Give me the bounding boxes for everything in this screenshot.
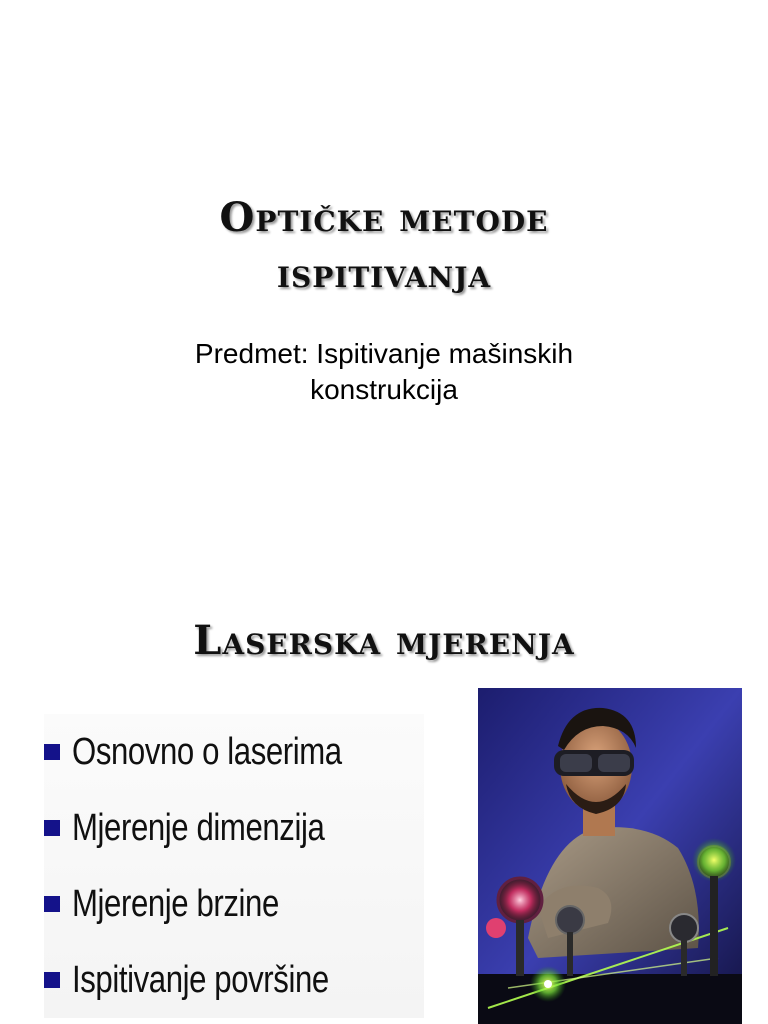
title-line-1: Optičke metode: [219, 194, 549, 241]
subtitle-line-1: Predmet: Ispitivanje mašinskih: [194, 338, 574, 369]
bullet-text: Mjerenje dimenzija: [72, 806, 325, 849]
bullet-item: [44, 714, 424, 790]
slide-1-title: [0, 190, 768, 302]
square-bullet-icon: [44, 820, 60, 836]
bullet-list: [44, 714, 424, 1018]
square-bullet-icon: [44, 972, 60, 988]
slide-2: [0, 580, 768, 1024]
slide-1-subtitle: [0, 336, 768, 408]
bullet-item: [44, 942, 424, 1018]
subtitle-line-2: konstrukcija: [310, 374, 458, 405]
bullet-text: Mjerenje brzine: [72, 882, 279, 925]
square-bullet-icon: [44, 744, 60, 760]
bullet-text: Osnovno o laserima: [72, 730, 342, 773]
slide-2-title: Laserska mjerenja: [193, 617, 575, 664]
bullet-item: [44, 866, 424, 942]
title-line-2: ispitivanja: [276, 250, 492, 297]
laser-scientist-photo: [478, 688, 742, 1024]
bullet-text: Ispitivanje površine: [72, 958, 329, 1001]
square-bullet-icon: [44, 896, 60, 912]
bullet-item: [44, 790, 424, 866]
